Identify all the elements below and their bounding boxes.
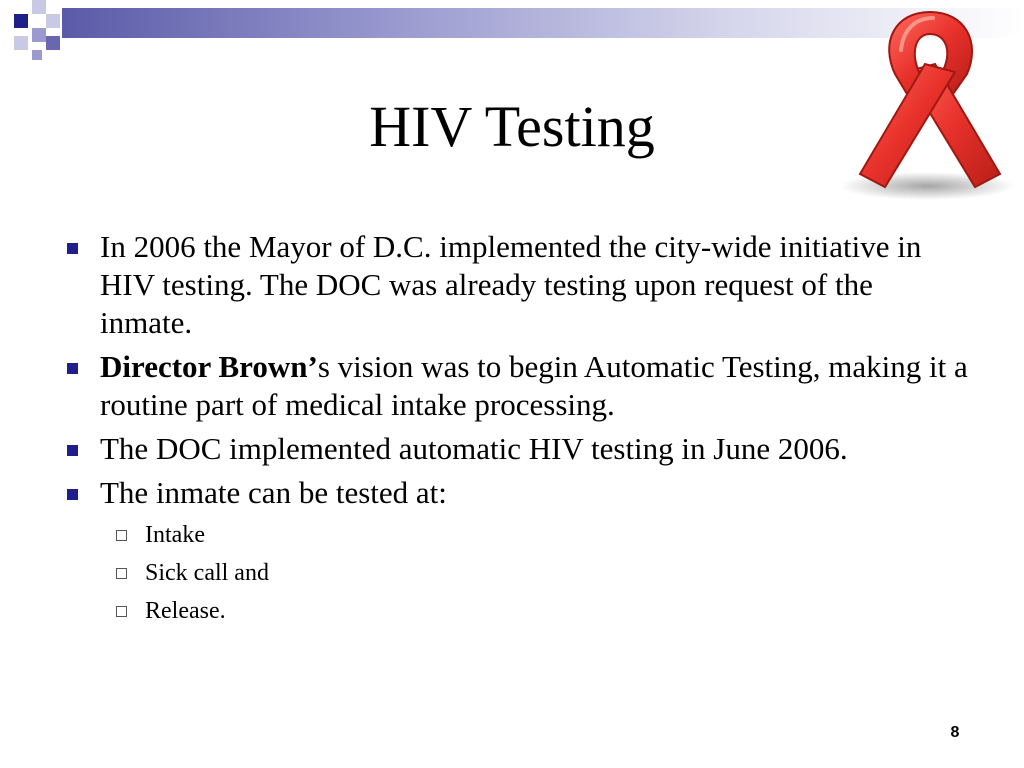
list-item — [62, 430, 972, 468]
sub-list-item — [100, 516, 972, 554]
sub-bullet-text: Intake — [145, 522, 205, 548]
page-number: 8 — [950, 724, 960, 741]
sub-bullet-list — [100, 516, 972, 630]
sub-list-item — [100, 554, 972, 592]
hollow-square-bullet-icon — [116, 606, 127, 617]
square-bullet-icon — [67, 445, 78, 456]
bullet-text: In 2006 the Mayor of D.C. implemented the city-wide initiative in HIV testing. The DOC was already testing upon request of the inmate. — [100, 229, 922, 340]
square-bullet-icon — [67, 243, 78, 254]
sub-list-item — [100, 592, 972, 630]
bullet-bold-text: Director Brown’ — [100, 349, 318, 384]
sub-bullet-text: Release. — [145, 598, 226, 624]
sub-bullet-text: Sick call and — [145, 560, 269, 586]
square-bullet-icon — [67, 363, 78, 374]
list-item — [62, 348, 972, 424]
bullet-text: The inmate can be tested at: — [100, 475, 447, 510]
square-bullet-icon — [67, 489, 78, 500]
list-item — [62, 474, 972, 630]
hollow-square-bullet-icon — [116, 568, 127, 579]
bullet-text: The DOC implemented automatic HIV testing in June 2006. — [100, 431, 848, 466]
list-item — [62, 228, 972, 342]
slide-title: HIV Testing — [369, 94, 655, 159]
hollow-square-bullet-icon — [116, 530, 127, 541]
bullet-text: s vision was to begin Automatic Testing, making it a routine part of medical intake processing. — [100, 349, 968, 422]
bullet-list — [62, 228, 972, 636]
